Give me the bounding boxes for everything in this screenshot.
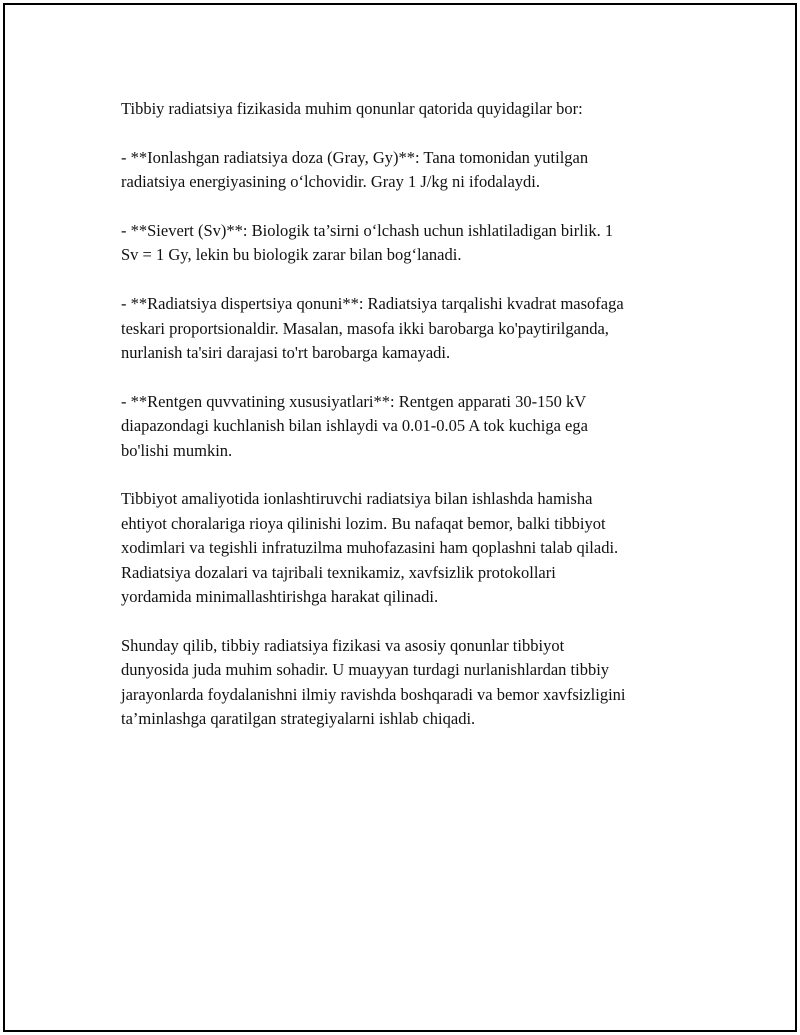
list-item-gray-dose: - **Ionlashgan radiatsiya doza (Gray, Gy)**: Tana tomonidan yutilgan radiatsiya energiyasining o‘lchovidir. Gray 1 J/kg ni ifodalaydi.: [121, 147, 589, 192]
document-body: [121, 97, 691, 756]
list-item-xray-power: - **Rentgen quvvatining xususiyatlari**: Rentgen apparati 30-150 kV diapazondagi kuchlanish bilan ishlaydi va 0.01-0.05 A tok kuchiga ega bo'lishi mumkin.: [121, 391, 588, 460]
list-item-dispersion-law: - **Radiatsiya dispertsiya qonuni**: Radiatsiya tarqalishi kvadrat masofaga teskari proportsionaldir. Masalan, masofa ikki barobarga ko'paytirilganda, nurlanish ta'siri darajasi to'rt barobarga kamayadi.: [121, 294, 624, 363]
document-page: [3, 3, 797, 1032]
list-item-sievert: - **Sievert (Sv)**: Biologik ta’sirni o‘lchash uchun ishlatiladigan birlik. 1 Sv = 1 Gy, lekin bu biologik zarar bilan bog‘lanadi.: [121, 221, 614, 265]
intro-paragraph: Tibbiy radiatsiya fizikasida muhim qonunlar qatorida quyidagilar bor:: [121, 99, 583, 118]
safety-paragraph: Tibbiyot amaliyotida ionlashtiruvchi radiatsiya bilan ishlashda hamisha ehtiyot choralariga rioya qilinishi lozim. Bu nafaqat bemor, balki tibbiyot xodimlari va tegishli infratuzilma muhofazasini ham qoplashni talab qiladi. Radiatsiya dozalari va tajribali texnikamiz, xavfsizlik protokollari yordamida minimallashtirishga harakat qilinadi.: [121, 489, 619, 607]
conclusion-paragraph: Shunday qilib, tibbiy radiatsiya fizikasi va asosiy qonunlar tibbiyot dunyosida juda muhim sohadir. U muayyan turdagi nurlanishlardan tibbiy jarayonlarda foydalanishni ilmiy ravishda boshqaradi va bemor xavfsizligini ta’minlashga qaratilgan strategiyalarni ishlab chiqadi.: [121, 635, 626, 729]
